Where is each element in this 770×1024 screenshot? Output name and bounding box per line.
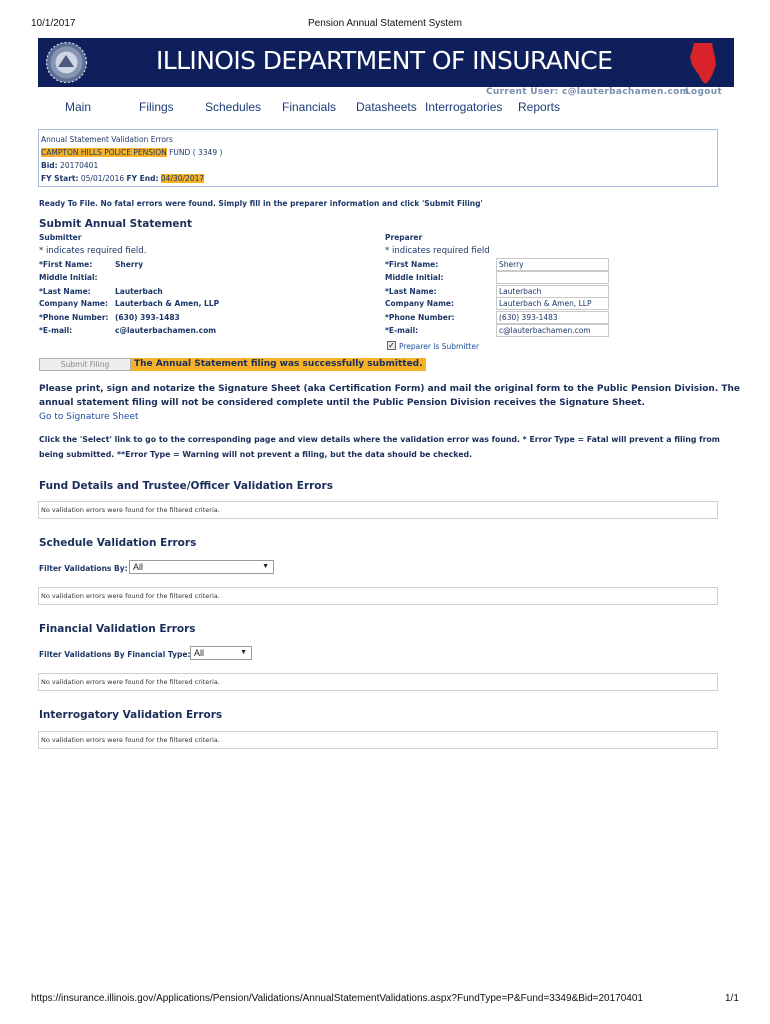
submitter-first-name-label: *First Name: <box>39 260 93 269</box>
nav-interrogatories[interactable]: Interrogatories <box>425 100 503 114</box>
schedule-filter-value: All <box>133 562 144 572</box>
chevron-down-icon: ▼ <box>240 649 247 656</box>
fy-end-label: FY End: <box>126 174 159 183</box>
bid-row <box>41 159 715 172</box>
fy-row <box>41 172 715 185</box>
bid-value: 20170401 <box>60 161 99 170</box>
preparer-is-submitter-label: Preparer Is Submitter <box>399 342 480 351</box>
preparer-last-name-label: *Last Name: <box>385 287 437 296</box>
nav-financials[interactable]: Financials <box>282 100 337 114</box>
financial-filter-label: Filter Validations By Financial Type: <box>39 650 191 659</box>
schedule-message: No validation errors were found for the filtered criteria. <box>38 587 718 605</box>
submitter-heading: Submitter <box>39 233 82 242</box>
state-seal-icon <box>44 40 89 85</box>
submitter-email-label: *E-mail: <box>39 326 73 335</box>
bid-label: Bid: <box>41 161 58 170</box>
submitter-company-label: Company Name: <box>39 299 108 308</box>
logout-link[interactable]: Logout <box>685 87 723 97</box>
preparer-phone-label: *Phone Number: <box>385 313 455 322</box>
submitter-first-name: Sherry <box>115 260 144 269</box>
preparer-company-label: Company Name: <box>385 299 454 308</box>
schedule-heading: Schedule Validation Errors <box>39 537 197 549</box>
ready-message: Ready To File. No fatal errors were found. Simply fill in the preparer information and click 'Submit Filing' <box>39 199 483 208</box>
preparer-heading: Preparer <box>385 233 423 242</box>
footer-url: https://insurance.illinois.gov/Applications/Pension/Validations/AnnualStatementValidations.aspx?FundType=P&Fund=3349&Bid=20170401 <box>31 993 643 1004</box>
preparer-middle-initial-label: Middle Initial: <box>385 273 444 282</box>
nav-schedules[interactable]: Schedules <box>205 100 262 114</box>
financial-filter-select[interactable] <box>190 646 252 660</box>
submitter-last-name: Lauterbach <box>115 287 163 296</box>
nav-main[interactable]: Main <box>65 100 92 114</box>
banner-title: ILLINOIS DEPARTMENT OF INSURANCE <box>156 46 613 75</box>
required-note-submitter: * indicates required field. <box>39 246 147 256</box>
submitter-company: Lauterbach & Amen, LLP <box>115 299 220 308</box>
schedule-filter-select[interactable] <box>129 560 274 574</box>
submitter-middle-initial-label: Middle Initial: <box>39 273 98 282</box>
preparer-first-name-label: *First Name: <box>385 260 439 269</box>
submitter-last-name-label: *Last Name: <box>39 287 91 296</box>
print-title: Pension Annual Statement System <box>308 18 462 29</box>
signature-sheet-link[interactable]: Go to Signature Sheet <box>39 412 139 422</box>
instruction-line-1: Please print, sign and notarize the Signature Sheet (aka Certification Form) and mail the original form to the Public Pension Division. The <box>39 384 741 394</box>
preparer-company-input[interactable]: Lauterbach & Amen, LLP <box>496 297 609 310</box>
nav-datasheets[interactable]: Datasheets <box>356 100 417 114</box>
preparer-middle-initial-input[interactable] <box>496 271 609 284</box>
financial-message: No validation errors were found for the filtered criteria. <box>38 673 718 691</box>
fy-start-value: 05/01/2016 <box>80 174 125 183</box>
fund-details-heading: Fund Details and Trustee/Officer Validation Errors <box>39 480 333 492</box>
success-message: The Annual Statement filing was successfully submitted. <box>131 358 426 371</box>
submit-heading: Submit Annual Statement <box>39 218 193 230</box>
chevron-down-icon: ▼ <box>262 563 269 570</box>
submit-filing-button[interactable]: Submit Filing <box>39 358 131 371</box>
current-user: Current User: c@lauterbachamen.com <box>486 87 690 97</box>
preparer-phone-input[interactable]: (630) 393-1483 <box>496 311 609 324</box>
note-line-2: being submitted. **Error Type = Warning will not prevent a filing, but the data should be checked. <box>39 450 473 459</box>
fund-details-message: No validation errors were found for the filtered criteria. <box>38 501 718 519</box>
submitter-email: c@lauterbachamen.com <box>115 326 217 335</box>
nav-reports[interactable]: Reports <box>518 100 561 114</box>
financial-heading: Financial Validation Errors <box>39 623 196 635</box>
financial-filter-value: All <box>194 648 205 658</box>
print-date: 10/1/2017 <box>31 18 76 29</box>
nav-filings[interactable]: Filings <box>139 100 174 114</box>
preparer-last-name-input[interactable]: Lauterbach <box>496 285 609 298</box>
filing-info-box <box>38 129 718 187</box>
note-line-1: Click the 'Select' link to go to the corresponding page and view details where the validation error was found. * Error Type = Fatal will prevent a filing from <box>39 435 720 444</box>
fund-id: FUND ( 3349 ) <box>166 148 223 157</box>
fy-end-value: 04/30/2017 <box>160 174 205 183</box>
validation-heading: Annual Statement Validation Errors <box>41 135 173 144</box>
required-note-preparer: * indicates required field <box>385 246 490 256</box>
preparer-email-label: *E-mail: <box>385 326 419 335</box>
footer-page: 1/1 <box>725 993 739 1004</box>
schedule-filter-label: Filter Validations By: <box>39 564 128 573</box>
illinois-map-icon <box>682 41 722 85</box>
instruction-line-2: annual statement filing will not be considered complete until the Public Pension Division receives the Signature Sheet. <box>39 398 645 408</box>
header-banner <box>38 38 734 87</box>
preparer-first-name-input[interactable]: Sherry <box>496 258 609 271</box>
fund-name-row <box>41 146 715 159</box>
preparer-is-submitter-checkbox[interactable]: ✓ <box>388 341 395 350</box>
submitter-phone-label: *Phone Number: <box>39 313 109 322</box>
fund-name: CAMPTON HILLS POLICE PENSION <box>41 148 167 157</box>
fy-start-label: FY Start: <box>41 174 79 183</box>
interrogatory-message: No validation errors were found for the filtered criteria. <box>38 731 718 749</box>
submitter-phone: (630) 393-1483 <box>115 313 180 322</box>
interrogatory-heading: Interrogatory Validation Errors <box>39 709 223 721</box>
preparer-email-input[interactable]: c@lauterbachamen.com <box>496 324 609 337</box>
